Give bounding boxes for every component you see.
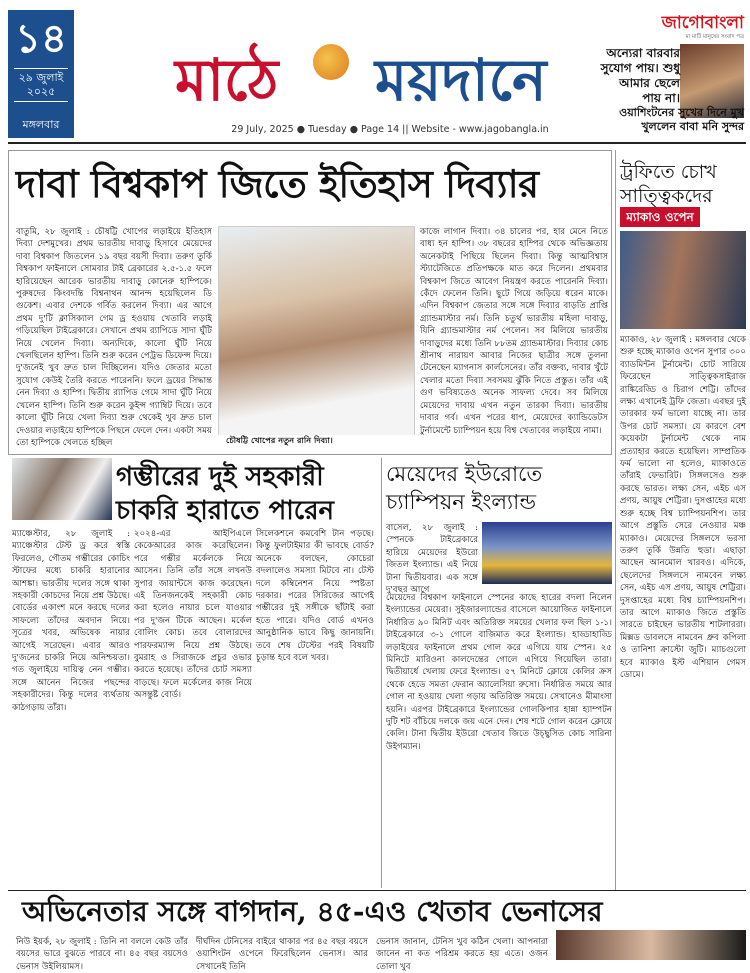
date-box [8,10,74,138]
lead-body-col2: কাজে লাগান দিব্যা। ৩৪ চালের পর, হার মেনে নিতে বাধ্য হন হাম্পি। ৩৮ বছরের হাম্পির থেকে অভিজ্ঞতায় অনেকটাই পিছিয়ে ছিলেন দিব্যা। কিন্তু আত্মবিশ্বাস স্ট্যাটেজিতে প্রতিপক্ষকে মাত করে দিলেন। প্রথমবার বিশ্বকাপ জিতে আবেগ নিয়ন্ত্রণ করতে পারেননি দিব্যা। কেঁদে ফেলেন তিনি। ছুটে গিয়ে জড়িয়ে ধরেন মাকে। এদিন বিশ্বকাপ জেতার সঙ্গে সঙ্গে দিব্যার বাড়তি প্রাপ্তি গ্র্যান্ডমাস্টার নর্ম। তিনি চতুর্থ ভারতীয় মহিলা দাবাড়ু, যিনি গ্র্যান্ডমাস্টার নর্ম পেলেন। সব মিলিয়ে ভারতীয় দাবাড়ুদের মধ্যে তিনি ৮৮তম গ্র্যান্ডমাস্টার। দিব্যার কোচ শ্রীনাথ নারায়ণ আবার নিজের ছাত্রীর সঙ্গে তুলনা টেনেছেন ম্যাগনাস কার্লসেনের। তাঁর বক্তব্য, দাবার খুঁটে খেলার মতো দিব্যা সবসময় ঝুঁকি নিতে প্রস্তুত। তাঁর এই গুণ ভবিষ্যতেও অনেক সাফল্য দেবে। সব মিলিয়ে মেয়েদের দাবায় এখন নতুন তারকা দিব্যা। ভারতীয় দাবার গর্ব। এখন পরের ধাপ, মেয়েদের ক্যান্ডিডেটস টুর্নামেন্টে চ্যাম্পিয়ন হয়ে বিশ্ব খেতাবের লড়াইয়ে নামা। [420,227,608,436]
page-number: ১৪ [15,15,67,62]
bottom-divider [8,890,746,891]
venus-headline[interactable]: অভিনেতার সঙ্গে বাগদান, ৪৫-এও খেতাব ভেনাসের [22,895,603,928]
lead-headline[interactable]: দাবা বিশ্বকাপ জিতে ইতিহাস দিব্যার [16,161,539,206]
gambhir-photo [12,458,112,520]
publisher-tagline: মা মাটি মানুষের সংবাদ পত্র [685,34,744,40]
macau-badge: ম্যাকাও ওপেন [620,207,700,227]
column-divider [615,150,616,890]
issue-weekday: মঙ্গলবার [22,118,60,131]
venus-body-col3: ভেনাস জানান, টেনিস খুব কঠিন খেলা। আপনারা জানেন না কত পরিশ্রম করতে হয় এতে। ওজন তোলা খুব [376,937,548,972]
gambhir-body-col2: ২০২৪-এর আইপিএলে কেকেআরের কাজ করেছিলেন। পরে গম্ভীর মর্কেলকে নিয়ে আসেন। তিনি তাঁর সঙ্গে লখনউ সুপার জায়ান্টসে কাজ করেছেন। এই তিনজনকেই সহকারী কোচ করা হলেও নায়ার চলে যাওয়ার পর দু'জন টিকে আছেন। মর্কেল বোলিং কোচ। তবে বোলারদের পারফরম্যান্স নিয়ে প্রশ্ন উঠছে। বুমরাহ ও সিরাজকে প্রচুর ওভার করতে হয়েছে। তাঁদের চোট সমস্যা বাড়ছে। ফলে মর্কেলের কাজ নিয়ে অসন্তুষ্ট বোর্ড। [134,529,252,701]
gambhir-headline[interactable]: গম্ভীরের দুই সহকারী চাকরি হারাতে পারেন [116,462,335,526]
dateline: 29 July, 2025 ● Tuesday ● Page 14 || Website - www.jagobangla.in [231,124,549,135]
promo-quote[interactable]: অন্যেরা বারবার সুযোগ পায়। শুধু আমার ছেলে পায় না। [600,46,680,105]
lead-photo-caption: চৌষট্টি খোপের নতুন রানি দিব্যা। [218,435,415,449]
football-icon [313,44,349,80]
gambhir-body-col1: ম্যাঞ্চেস্টার, ২৮ জুলাই : ম্যাঞ্চেস্টার টেস্ট ড্র করে স্বস্তি ফিরলেও, গৌতম গম্ভীরের কোচিং স্টাফের মধ্যে চাকরি হারানোর আশঙ্কা। ভারতীয় দলের সঙ্গে থাকা সহকারী কোচদের নিয়ে প্রশ্ন উঠছে। বোর্ডের একাংশ মনে করছে দলের সাফল্যে তাঁদের অবদান নিয়ে। সূত্রের খবর, অভিষেক নায়ার আগেই সরেছেন। এবার আরও দু'জনের চাকরি নিয়ে অনিশ্চয়তা। গত জুলাইয়ে দায়িত্ব নেন গম্ভীর। সঙ্গে আনেন নিজের পছন্দের সহকারীদের। কিন্তু দলের ব্যর্থতায় কাঠগড়ায় তাঁরা। [12,529,130,713]
euro-intro: বাসেল, ২৮ জুলাই : স্পেনকে টাইব্রেকারে হারিয়ে মেয়েদের ইউরো জিতল ইংল্যান্ড। এই নিয়ে টানা দ্বিতীয়বার। এক সঙ্গে দু'বছর আগে [386,523,478,596]
macau-body: ম্যাকাও, ২৮ জুলাই : মঙ্গলবার থেকে শুরু হচ্ছে ম্যাকাও ওপেন সুপার ৩০০ ব্যাডমিন্টন টুর্নামেন্ট। চোট সারিয়ে ফিরেছেন সাত্ত্বিকসাইরাজ রাঙ্কিরেড্ডি ও চিরাগ শেট্টি। তাঁদের লক্ষ্য এখানেই ট্রফি জেতা। এবছর দুই তারকার ফর্ম ভালো যাচ্ছে না। তার উপর চোট সমস্যা। যে কারণে বেশ কয়েকটা টুর্নামেন্ট থেকে নাম প্রত্যাহার করতে হয়েছিল। সাম্প্রতিক ফর্ম ভালো না হলেও, ম্যাকাওতে তাঁরাই ফেভারিট। সিঙ্গলসেও শুরু করছে ভারত। লক্ষ্য সেন, এইচ এস প্রণয়, আয়ুষ শেট্টিরা। দুসপ্তাহের মধ্যে শুরু হচ্ছে বিশ্ব চ্যাম্পিয়নশিপ। তার আগে প্রস্তুতি সেরে নেওয়ার মঞ্চ ম্যাকাও। মেয়েদের সিঙ্গলসে ভরসা তরুণ তুর্কি উন্নতি হুডা। এছাড়া আছেন আনমোল খারবও। এদিকে, ছেলেদের সিঙ্গলসে নামবেন লক্ষ্য সেন, এইচ এস প্রণয়, আয়ুষ শেট্টিরা। দুসপ্তাহের মধ্যে বিশ্ব চ্যাম্পিয়নশিপ। তার আগে ম্যাকাও জিতে প্রস্তুতি সারতে চাইছেন ভারতীয় শাটলাররা। মিক্সড ডাবলসে নামবেন ধ্রুব কপিলা ও তানিশা ক্রাস্টো জুটি। ম্যাচগুলো হবে ম্যাকাও ইস্ট এশিয়ান গেমস ডোমে। [620,335,746,680]
euro-photo [482,522,612,584]
masthead-divider [8,142,746,144]
logo-word-2: ময়দানে [375,46,547,114]
column-divider [381,458,382,888]
euro-body: মেয়েদের বিশ্বকাপ ফাইনালে স্পেনের কাছে হারের বদলা নিলেন ইংল্যান্ডের মেয়েরা। সুইজারল্যান্ডের বাসেলে আয়োজিত ফাইনালে নির্ধারিত ৯০ মিনিট এবং অতিরিক্ত সময়ের খেলার ফল ছিল ১-১। টাইব্রেকারে ৩-১ গোলে বাজিমাত করে ইংল্যান্ড। হাড্ডাহাড্ডি লড়াইয়ের ফাইনালে প্রথম গোল করে এগিয়ে যায় স্পেন। ২৫ মিনিটে মারিওনা কালদেন্তের গোলে এগিয়ে গিয়েছিল তারা। দ্বিতীয়ার্ধে খেলায় ফেরে ইংল্যান্ড। ৫৭ মিনিটে ক্লোয়ে কেলির ক্রস থেকে হেডে সমতা ফেরান অ্যালেসিয়া রুসো। নির্ধারিত সময়ে আর গোল না হওয়ায় খেলা গড়ায় অতিরিক্ত সময়ে। সেখানেও মীমাংসা হয়নি। এরপর টাইব্রেকারে ইংল্যান্ডের গোলকিপার হান্না হ্যাম্পটন দুটি শট বাঁচিয়ে দলকে জয় এনে দেন। শেষ শটে গোল করেন ক্লোয়ে কেলি। টানা দ্বিতীয় ইউরো খেতাব জিতে উচ্ছ্বসিত কোচ সারিনা উইগম্যান। [386,593,612,752]
venus-photo [556,930,746,960]
macau-headline[interactable]: ট্রফিতে চোখ সাত্ত্বিকদের [620,161,717,207]
logo-word-1: মাঠে [175,46,279,114]
promo-headline[interactable]: ওয়াশিংটনের সুখের দিনে মুখ খুললেন বাবা মনি সুন্দর [619,106,744,133]
lead-photo [218,226,415,438]
venus-body-col2: দীর্ঘদিন টেনিসের বাইরে থাকার পর ৪৫ বছর বয়সে ওয়াশিংটন ওপেনে ফিরেছিলেন ভেনাস। আর সেখানেই তিনি [196,937,368,972]
venus-body-col1: নিউ ইয়র্ক, ২৮ জুলাই : তিনি না বললে কেউ তাঁর বয়সের ভারে বুঝতে পারবে না। ৪৫ বছর বয়সেও ভেনাস উইলিয়ামস। [16,937,188,972]
lead-body-col1: বাতুমি, ২৮ জুলাই : চৌষট্টি খোপের লড়াইয়ে ইতিহাস দিব্যা দেশমুখের। প্রথম ভারতীয় দাবাড়ু হিসাবে মেয়েদের দাবা বিশ্বকাপ জিতলেন ১৯ বছর বয়সী দিব্যা। তরুণ তুর্কি বিশ্বকাপ ফাইনালে সোমবার টাই ব্রেকারের ২.৫-১.৫ ফলে হারিয়েছেন আরেক ভারতীয় দাবাড়ু কোনেরু হাম্পিকে। পুরুষদের কিংবদন্তি বিশ্বনাথন আনন্দ হয়েছিলেন ডি গুকেশ। এবার দেশকে গর্বিত করলেন দিব্যা। এর আগে প্রথম দু'টি ক্লাসিক্যাল গেম ড্র হওয়ায় খেতাবি লড়াই গড়িয়েছিল টাইব্রেকারে। সেখানে প্রথম র‍্যাপিডে সাদা ঘুঁটি নিয়ে খেলেন দিব্যা। অন্যদিকে, কালো ঘুঁটি নিয়ে খেলছিলেন হাম্পি। তিনি শুরু করেন পেট্রভ ডিফেন্স দিয়ে। দু'জনেই খুব দ্রুত চাল দিচ্ছিলেন। যদিও জেতার মতো সুযোগ কেউই তৈরি করতে পারেননি। ফলে ড্রয়ের সিদ্ধান্ত নেন দিব্যা ও হাম্পি। দ্বিতীয় র‍্যাপিড গেমে সাদা ঘুঁটি নিয়ে খেলেন হাম্পি। তিনি শুরু করেন কুইন্স গ্যাম্বিট দিয়ে। তবে কালো ঘুঁটি নিয়ে খেলা দিব্যা শুরু থেকেই খুব দ্রুত চাল দেওয়ার লড়াইয়ে হাম্পিকে পিছনে ফেলে দেন। একটা সময় তো হাম্পিকে খেলতে হচ্ছিল [16,227,212,448]
section-logo [175,40,585,120]
macau-photo [620,231,746,329]
gambhir-body-col3: সিলেকশনে কমবেশি টান পড়ছে। কিন্তু ফুলটাইমার কী ভাবছে বোর্ড? অনেকে বলছেন, কোচেরা বদলালেও সমস্যা মিটবে না। টেস্ট দলে কম্বিনেশন নিয়ে স্পষ্টতা দরকার। পরের সিরিজের আগেই গম্ভীরের দুই সঙ্গীকে ছাঁটাই করা হতে পারে। যদিও বোর্ড এখনও আনুষ্ঠানিক ভাবে কিছু জানায়নি। তবে শেষ টেস্টের পরই বিষয়টি চূড়ান্ত হবে বলে খবর। [256,529,374,664]
issue-date: ২৯ জুলাই ২০২৫ [14,68,68,102]
publisher-logo: জাগোবাংলা [661,13,744,33]
euro-headline[interactable]: মেয়েদের ইউরোতে চ্যাম্পিয়ন ইংল্যান্ড [386,462,543,514]
